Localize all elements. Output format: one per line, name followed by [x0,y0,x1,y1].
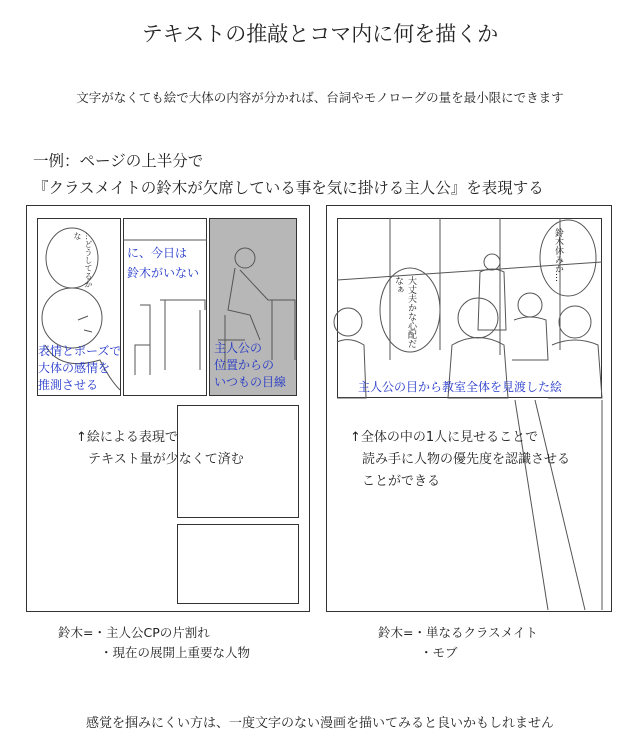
balloon1-text-vertical: 鈴木休みか… [553,228,563,282]
panel1-caption: 表情とポーズで 大体の感情を 推測させる [38,344,122,392]
panel2-text: に、今日は 鈴木がいない [127,246,200,280]
page-title: テキストの推敲とコマ内に何を描くか [141,22,499,46]
balloon2-text-vertical: 大丈夫かな心配だなぁ [393,276,416,348]
speech-balloon-1 [540,220,596,296]
student-back-3 [334,308,362,336]
student-back-1 [484,254,500,270]
right-wide-caption: 主人公の目から教室全体を見渡した絵 [358,380,563,394]
example-description: 『クラスメイトの鈴木が欠席している事を気に掛ける主人公』を表現する [33,179,544,197]
student-head [235,248,255,268]
balloon-text-vertical: …どうしてるかな [73,232,93,288]
empty-desk [160,300,205,370]
left-note: 鈴木=・主人公CPの片割れ ・現在の展開上重要な人物 [58,625,251,660]
student-body [228,268,290,340]
empty-chair [135,305,150,375]
right-page-caption: ↑全体の中の1人に見せることで 読み手に人物の優先度を認識させる ことができる [350,430,571,489]
student-back-4 [559,306,591,338]
right-note: 鈴木=・単なるクラスメイト ・モブ [378,625,538,660]
character-head [42,288,102,348]
closing-text: 感覚を掴みにくい方は、一度文字のない漫画を描いてみると良いかもしれません [85,716,554,731]
panel3-caption: 主人公の 位置からの いつもの目線 [214,341,287,389]
left-page-caption: ↑絵による表現で テキスト量が少なくて済む [76,430,244,467]
example-heading: 一例：ページの上半分で [33,152,204,170]
intro-text: 文字がなくても絵で大体の内容が分かれば、台詞やモノローグの量を最小限にできます [76,90,564,105]
